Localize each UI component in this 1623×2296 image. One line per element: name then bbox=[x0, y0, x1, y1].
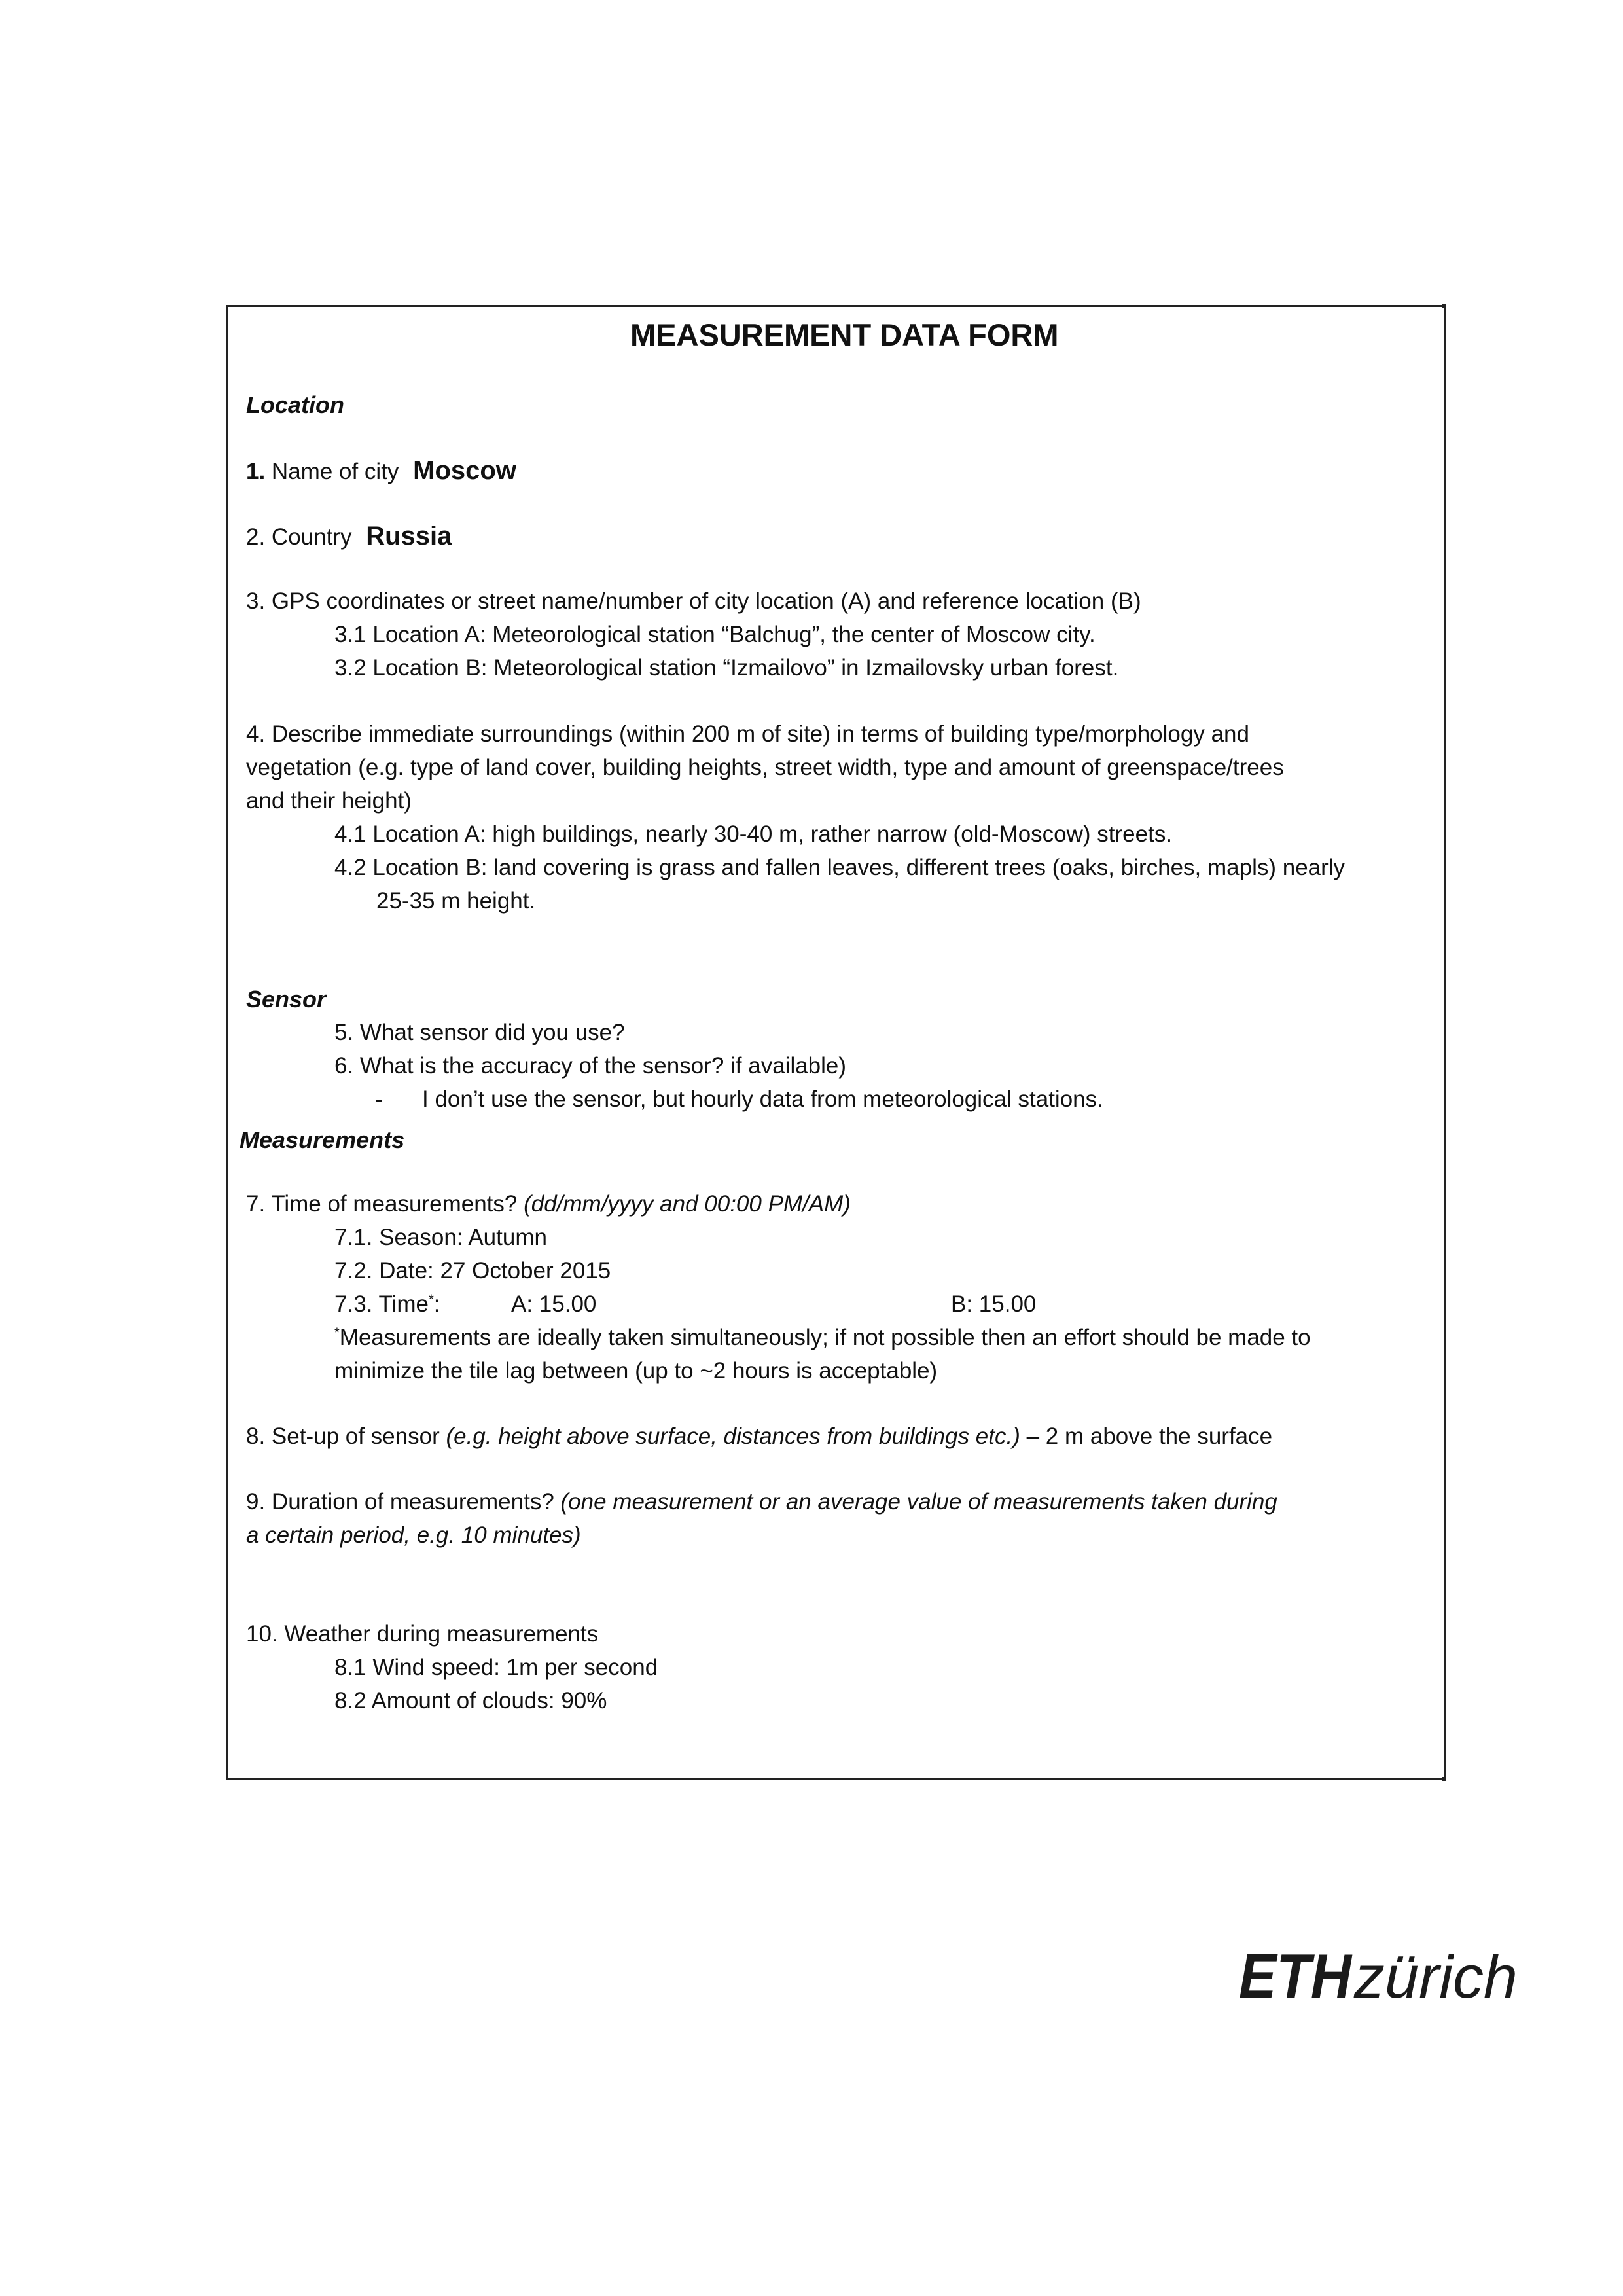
measurement-note-text: Measurements are ideally taken simultaneously; if not possible then an effort should be made to bbox=[339, 1325, 1311, 1350]
question-time-label: 7. Time of measurements? bbox=[246, 1191, 524, 1217]
question-duration-hint-1: (one measurement or an average value of measurements taken during bbox=[560, 1489, 1277, 1515]
location-heading: Location bbox=[246, 391, 344, 418]
measurement-time-a: A: 15.00 bbox=[511, 1291, 597, 1317]
weather-wind-speed: 8.1 Wind speed: 1m per second bbox=[334, 1655, 658, 1680]
question-duration bbox=[246, 1488, 1277, 1516]
eth-zurich-logo bbox=[1239, 1949, 1527, 2018]
measurement-note-line-2: minimize the tile lag between (up to ~2 hours is acceptable) bbox=[334, 1358, 938, 1384]
sensor-answer-dash: - bbox=[375, 1086, 383, 1112]
question-sensor-used: 5. What sensor did you use? bbox=[334, 1020, 625, 1045]
question-time-format: (dd/mm/yyyy and 00:00 PM/AM) bbox=[524, 1191, 851, 1217]
question-city-number: 1. bbox=[246, 459, 266, 484]
question-duration-hint-2: a certain period, e.g. 10 minutes) bbox=[246, 1522, 581, 1548]
question-country bbox=[246, 522, 452, 552]
question-setup-hint: (e.g. height above surface, distances from buildings etc.) bbox=[446, 1424, 1020, 1449]
question-surroundings-line-1: 4. Describe immediate surroundings (within 200 m of site) in terms of building type/morphology and bbox=[246, 721, 1249, 747]
question-sensor-accuracy: 6. What is the accuracy of the sensor? if available) bbox=[334, 1053, 847, 1079]
weather-cloud-amount: 8.2 Amount of clouds: 90% bbox=[334, 1688, 607, 1713]
form-title: MEASUREMENT DATA FORM bbox=[630, 317, 1059, 352]
gps-location-b: 3.2 Location B: Meteorological station “Izmailovo” in Izmailovsky urban forest. bbox=[334, 655, 1119, 681]
measurement-time-colon: : bbox=[433, 1291, 440, 1317]
measurement-note-line-1 bbox=[334, 1323, 1311, 1352]
surroundings-location-b-line-1: 4.2 Location B: land covering is grass and fallen leaves, different trees (oaks, birches, mapls) nearly bbox=[334, 855, 1346, 880]
svg-text:ETH: ETH bbox=[1239, 1949, 1353, 2011]
measurement-time-label-text: 7.3. Time bbox=[334, 1291, 429, 1317]
question-surroundings-line-3: and their height) bbox=[246, 788, 412, 814]
question-duration-label: 9. Duration of measurements? bbox=[246, 1489, 561, 1515]
measurement-season: 7.1. Season: Autumn bbox=[334, 1225, 547, 1250]
measurements-heading: Measurements bbox=[240, 1126, 405, 1153]
question-setup-label: 8. Set-up of sensor bbox=[246, 1424, 446, 1449]
question-time bbox=[246, 1190, 851, 1219]
surroundings-location-a: 4.1 Location A: high buildings, nearly 30-40 m, rather narrow (old-Moscow) streets. bbox=[334, 821, 1173, 847]
sensor-heading: Sensor bbox=[246, 986, 327, 1013]
question-city bbox=[246, 456, 516, 486]
country-value: Russia bbox=[366, 522, 452, 550]
question-setup-answer: – 2 m above the surface bbox=[1020, 1424, 1273, 1449]
measurement-time-b: B: 15.00 bbox=[951, 1291, 1037, 1317]
measurement-date: 7.2. Date: 27 October 2015 bbox=[334, 1258, 611, 1283]
question-country-label: 2. Country bbox=[246, 524, 352, 550]
surroundings-location-b-line-2: 25-35 m height. bbox=[376, 888, 536, 914]
gps-location-a: 3.1 Location A: Meteorological station “Balchug”, the center of Moscow city. bbox=[334, 622, 1096, 647]
asterisk-mark: * bbox=[334, 1325, 340, 1340]
question-city-label: Name of city bbox=[265, 459, 399, 484]
eth-zurich-logo-graphic bbox=[1239, 1949, 1527, 2015]
question-setup bbox=[246, 1422, 1272, 1451]
question-gps: 3. GPS coordinates or street name/number of city location (A) and reference location (B) bbox=[246, 588, 1141, 614]
sensor-answer: I don’t use the sensor, but hourly data from meteorological stations. bbox=[422, 1086, 1103, 1112]
svg-text:zürich: zürich bbox=[1353, 1949, 1518, 2011]
measurement-time-label bbox=[334, 1290, 440, 1319]
city-value: Moscow bbox=[413, 456, 516, 485]
asterisk-mark: * bbox=[428, 1292, 434, 1307]
question-surroundings-line-2: vegetation (e.g. type of land cover, building heights, street width, type and amount of greenspace/trees bbox=[246, 755, 1284, 780]
question-weather: 10. Weather during measurements bbox=[246, 1621, 599, 1647]
